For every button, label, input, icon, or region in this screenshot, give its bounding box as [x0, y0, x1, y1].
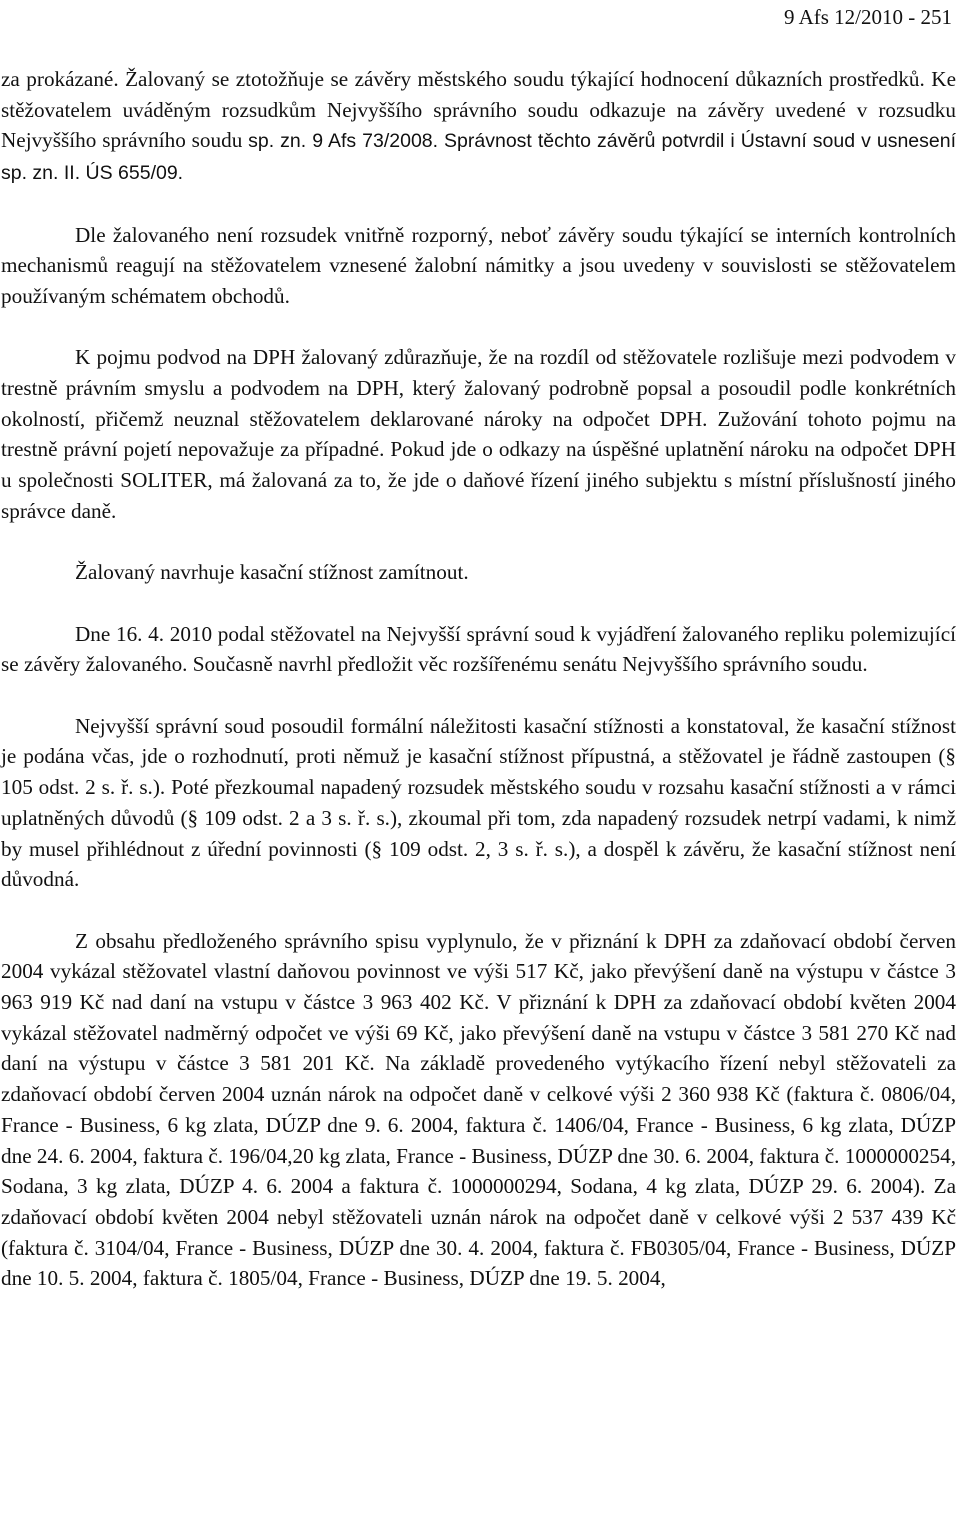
paragraph-gap	[1, 189, 956, 220]
paragraph-replica: Dne 16. 4. 2010 podal stěžovatel na Nejvyšší správní soud k vyjádření žalovaného repliku polemizující se závěry žalovaného. Současně navrhl předložit věc rozšířenému senátu Nejvyššího správního soudu.	[1, 621, 956, 677]
paragraph-gap	[1, 588, 956, 619]
paragraph-court-review: Nejvyšší správní soud posoudil formální náležitosti kasační stížnosti a konstatoval, že kasační stížnost je podána včas, jde o rozhodnutí, proti němuž je kasační stížnost přípustná, a stěžovatel je řádně zastoupen (§ 105 odst. 2 s. ř. s.). Poté přezkoumal napadený rozsudek městského soudu v rozsahu kasační stížnosti a v rámci uplatněných důvodů (§ 109 odst. 2 a 3 s. ř. s.), zkoumal při tom, zda napadený rozsudek netrpí vadami, k nimž by musel přihlédnout z úřední povinnosti (§ 109 odst. 2, 3 s. ř. s.), a dospěl k závěru, že kasační stížnost není důvodná.	[1, 713, 956, 892]
paragraph-file-contents: Z obsahu předloženého správního spisu vyplynulo, že v přiznání k DPH za zdaňovací období červen 2004 vykázal stěžovatel vlastní daňovou povinnost ve výši 517 Kč, jako převýšení daně na výstupu v částce 3 963 919 Kč nad daní na vstupu v částce 3 963 402 Kč. V přiznání k DPH za zdaňovací období květen 2004 vykázal stěžovatel nadměrný odpočet ve výši 69 Kč, jako převýšení daně na vstupu v částce 3 581 270 Kč nad daní na výstupu v částce 3 581 201 Kč. Na základě provedeného vytýkacího řízení nebyl stěžovateli za zdaňovací období červen 2004 uznán nárok na odpočet daně v celkové výši 2 360 938 Kč (faktura č. 0806/04, France - Business, 6 kg zlata, DÚZP dne 9. 6. 2004, faktura č. 1406/04, France - Business, 6 kg zlata, DÚZP dne 24. 6. 2004, faktura č. 196/04,20 kg zlata, France - Business, DÚZP dne 30. 6. 2004, faktura č. 1000000254, Sodana, 3 kg zlata, DÚZP 4. 6. 2004 a faktura č. 1000000294, Sodana, 4 kg zlata, DÚZP 29. 6. 2004). Za zdaňovací období květen 2004 nebyl stěžovateli uznán nárok na odpočet daně v celkové výši 2 537 439 Kč (faktura č. 3104/04, France - Business, DÚZP dne 30. 4. 2004, faktura č. FB0305/04, France - Business, DÚZP dne 10. 5. 2004, faktura č. 1805/04, France - Business, DÚZP dne 19. 5. 2004,	[1, 928, 956, 1291]
case-reference: 9 Afs 12/2010 - 251	[784, 5, 952, 29]
page-header	[1, 0, 956, 40]
paragraph-continuation	[1, 64, 956, 189]
paragraph-vat-fraud: K pojmu podvod na DPH žalovaný zdůrazňuje, že na rozdíl od stěžovatele rozlišuje mezi podvodem v trestně právním smyslu a podvodem na DPH, který žalovaný podrobně popsal a posoudil podle konkrétních okolností, přičemž neuznal stěžovatelem deklarované nároky na odpočet DPH. Zužování tohoto pojmu na trestně právní pojetí nepovažuje za případné. Pokud jde o odkazy na úspěšné uplatnění nároku na odpočet DPH u společnosti SOLITER, má žalovaná za to, že jde o daňové řízení jiného subjektu s místní příslušností jiného správce daně.	[1, 345, 956, 523]
paragraph-gap	[1, 312, 956, 343]
paragraph-proposal: Žalovaný navrhuje kasační stížnost zamítnout.	[75, 560, 469, 585]
paragraph-gap	[1, 895, 956, 926]
paragraph-continuation-sans-text: sp. zn. 9 Afs 73/2008. Správnost těchto závěrů potvrdil i Ústavní soud v usnesení sp. zn. II. ÚS 655/09.	[1, 130, 956, 185]
paragraph-internal-mechanisms: Dle žalovaného není rozsudek vnitřně rozporný, neboť závěry soudu týkající se interních kontrolních mechanismů reagují na stěžovatelem vznesené žalobní námitky a jsou uvedeny v souvislosti se stěžovatelem používaným schématem obchodů.	[1, 222, 956, 308]
paragraph-gap	[1, 680, 956, 711]
paragraph-gap	[1, 527, 956, 558]
document-body	[1, 64, 956, 1294]
paragraph-continuation-serif-text: za prokázané. Žalovaný se ztotožňuje se závěry městského soudu týkající hodnocení důkazních prostředků. Ke stěžovatelem uváděným rozsudkům Nejvyššího správního soudu odkazuje na závěry uvedené v rozsudku Nejvyššího správního soudu	[1, 67, 956, 153]
